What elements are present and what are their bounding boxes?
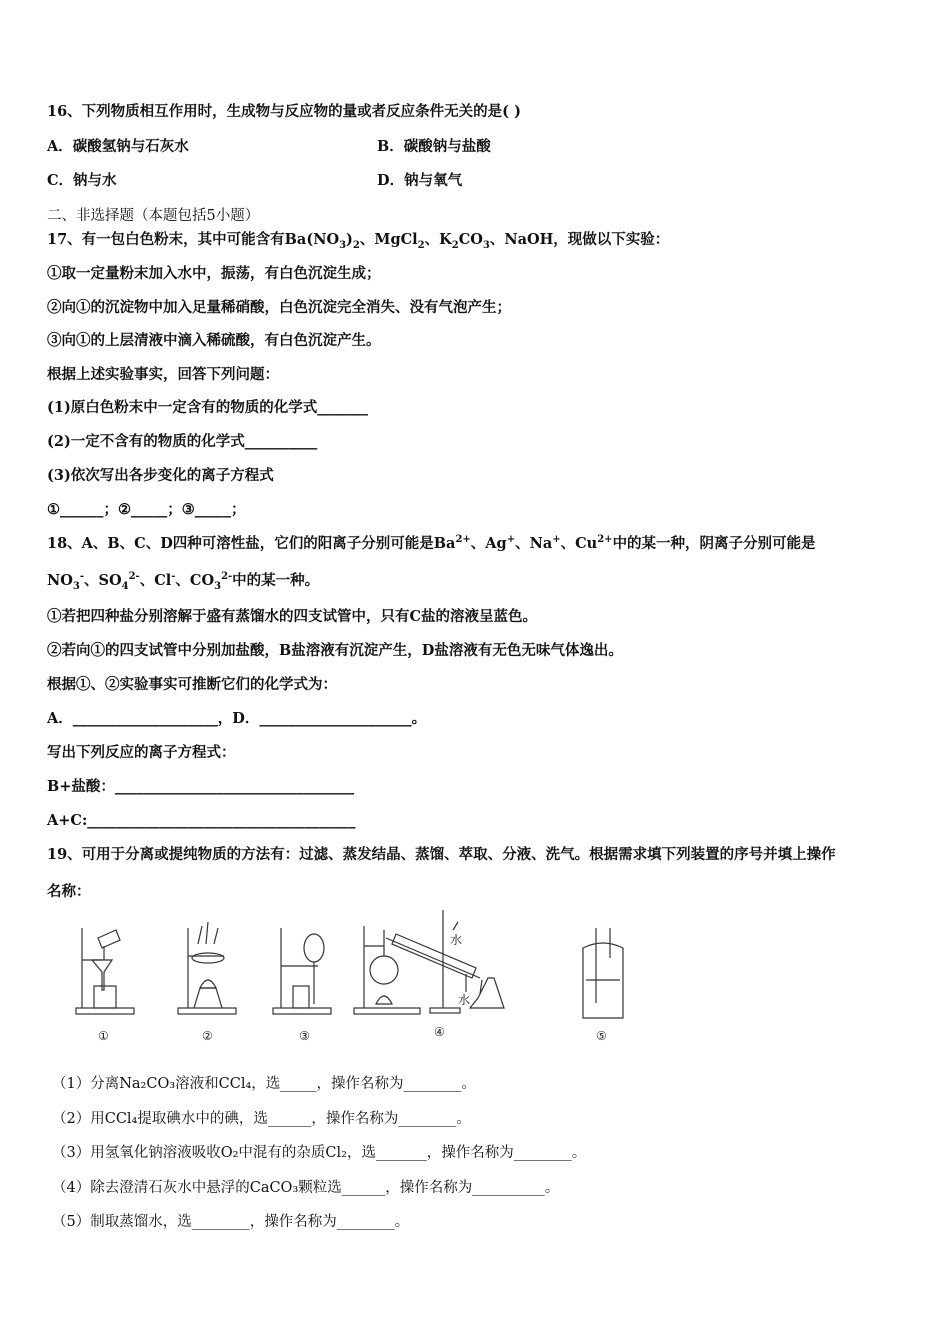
q19-part-1: （1）分离Na₂CO₃溶液和CCl₄，选_____，操作名称为________。: [52, 1076, 477, 1092]
q19-part-2: （2）用CCl₄提取碘水中的碘，选______，操作名称为________。: [52, 1111, 471, 1127]
section-heading: 二、非选择题（本题包括5小题）: [47, 208, 260, 224]
water-inlet-label: 水: [458, 993, 471, 1007]
q19-part-5: （5）制取蒸馏水，选________，操作名称为________。: [52, 1214, 410, 1230]
q19-part-4: （4）除去澄清石灰水中悬浮的CaCO₃颗粒选______，操作名称为__________。: [52, 1180, 560, 1196]
separatory-funnel-apparatus: [273, 928, 331, 1014]
q16-option-a: A．碳酸氢钠与石灰水: [47, 138, 189, 155]
q17-step-3: ③向①的上层清液中滴入稀硫酸，有白色沉淀产生。: [47, 332, 381, 349]
q18-intro: 根据①、②实验事实可推断它们的化学式为：: [47, 676, 337, 693]
apparatus-label-2: ②: [202, 1029, 213, 1043]
apparatus-label-1: ①: [98, 1029, 109, 1043]
q17-part-1: (1)原白色粉末中一定含有的物质的化学式_______: [47, 399, 369, 416]
q17-stem: 17、有一包白色粉末，其中可能含有$Ba(NO_3)_2$、MgCl$_2$、$K_2CO_3$、NaOH，现做以下实验：: [47, 231, 670, 251]
filtration-apparatus: [76, 928, 134, 1014]
evaporation-apparatus: [178, 922, 236, 1014]
q16-option-c: C．钠与水: [47, 172, 117, 189]
q18-equation-1: B+盐酸：_________________________________: [47, 778, 355, 795]
apparatus-label-4: ④: [434, 1025, 445, 1039]
water-outlet-label: 水: [450, 933, 463, 947]
q17-part-2: (2)一定不含有的物质的化学式__________: [47, 433, 318, 450]
apparatus-label-3: ③: [299, 1029, 310, 1043]
q16-option-d: D．钠与氧气: [377, 172, 463, 189]
gas-washing-bottle: [583, 928, 623, 1018]
q17-part-3: (3)依次写出各步变化的离子方程式: [47, 467, 274, 484]
q19-stem-line-2: 名称：: [47, 883, 91, 900]
q18-answer-a-d: A．____________________，D．_____________________。: [47, 710, 427, 727]
q19-part-3: （3）用氢氧化钠溶液吸收O₂中混有的杂质Cl₂，选_______，操作名称为________。: [52, 1145, 587, 1161]
q18-stem-line-1: 18、A、B、C、D四种可溶性盐，它们的阳离子分别可能是$Ba^{2+}$、Ag+、Na+、$Cu^{2+}$中的某一种，阴离子分别可能是: [47, 534, 816, 552]
q18-equation-intro: 写出下列反应的离子方程式：: [47, 744, 236, 761]
q16-stem: 16、下列物质相互作用时，生成物与反应物的量或者反应条件无关的是( ): [47, 103, 521, 120]
distillation-apparatus: [354, 910, 504, 1014]
lab-apparatus-figure: [68, 908, 628, 1048]
q18-step-1: ①若把四种盐分别溶解于盛有蒸馏水的四支试管中，只有C盐的溶液呈蓝色。: [47, 608, 538, 625]
q16-option-b: B．碳酸钠与盐酸: [377, 138, 491, 155]
q18-step-2: ②若向①的四支试管中分别加盐酸，B盐溶液有沉淀产生，D盐溶液有无色无味气体逸出。: [47, 642, 623, 659]
q18-equation-2: A+C:_____________________________________: [47, 812, 356, 829]
apparatus-label-5: ⑤: [596, 1029, 607, 1043]
q17-step-1: ①取一定量粉末加入水中，振荡，有白色沉淀生成；: [47, 265, 381, 282]
q19-stem-line-1: 19、可用于分离或提纯物质的方法有：过滤、蒸发结晶、蒸馏、萃取、分液、洗气。根据需求填下列装置的序号并填上操作: [47, 846, 836, 863]
q17-intro: 根据上述实验事实，回答下列问题：: [47, 366, 279, 383]
q17-part-3-blanks: ①______；②_____；③_____；: [47, 501, 246, 518]
q18-stem-line-2: $NO_3^-$、$SO_4^{2-}$、Cl-、$CO_3^{2-}$中的某一种。: [47, 571, 320, 592]
q17-step-2: ②向①的沉淀物中加入足量稀硝酸，白色沉淀完全消失、没有气泡产生；: [47, 299, 511, 316]
